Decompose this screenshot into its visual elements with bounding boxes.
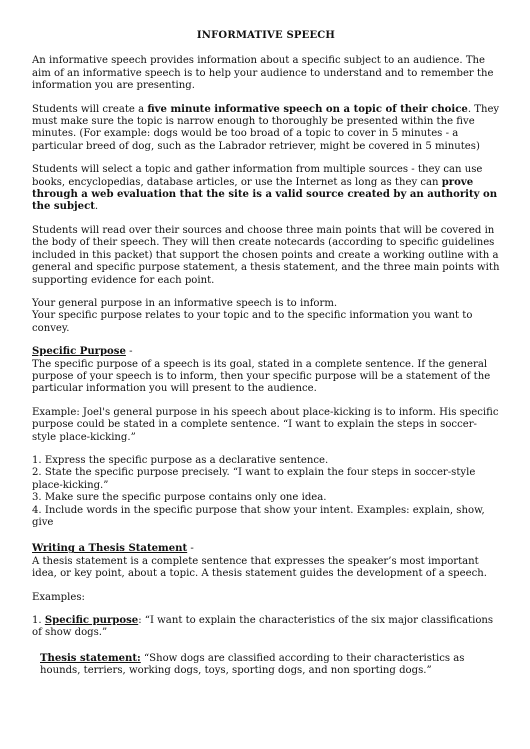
list-item: 4. Include words in the specific purpose that show your intent. Examples: explain, show, give (32, 504, 485, 528)
intro-paragraph: An informative speech provides information about a specific subject to an audience. The aim of an informative speech is to help your audience to understand and to remember the information you are presenting. (32, 55, 494, 92)
sources-pre: Students will select a topic and gather information from multiple sources - they can use books, encyclopedias, database articles, or use the Internet as long as they can (32, 164, 483, 188)
sources-paragraph (32, 164, 500, 214)
page-title: INFORMATIVE SPEECH (196, 30, 336, 41)
sources-post: . (94, 201, 99, 213)
thesis-section (32, 543, 500, 580)
example-thesis-label: Thesis statement: (40, 652, 141, 664)
example-number: 1. (32, 615, 45, 627)
list-item: 3. Make sure the specific purpose contains only one idea. (32, 492, 327, 504)
purpose-paragraph (32, 298, 500, 335)
specific-purpose-heading: Specific Purpose (32, 346, 126, 358)
example-thesis-statement (32, 653, 500, 678)
specific-purpose-section (32, 346, 500, 396)
assignment-post: . They must make sure the topic is narrow enough to thoroughly be presented within the five minutes. (For example: dogs would be too broad of a topic to cover in 5 minutes - a particular breed of dog, such as the Labrador retriever, might be covered in 5 minutes) (32, 103, 500, 152)
assignment-pre: Students will create a (32, 103, 148, 115)
general-purpose-line: Your general purpose in an informative speech is to inform. (32, 297, 338, 309)
specific-purpose-example: Example: Joel's general purpose in his speech about place-kicking is to inform. His specific purpose could be stated in a complete sentence. “I want to explain the steps in soccer-style place-kicking.” (32, 406, 499, 443)
specific-purpose-body: The specific purpose of a speech is its goal, stated in a complete sentence. If the general purpose of your speech is to inform, then your specific purpose will be a statement of the particular information you will present to the audience. (32, 358, 491, 395)
assignment-bold: five minute informative speech on a topic of their choice (147, 103, 468, 115)
thesis-body: A thesis statement is a complete sentence that expresses the speaker’s most important idea, or key point, about a topic. A thesis statement guides the development of a speech. (32, 555, 487, 580)
example-specific-purpose-label: Specific purpose (44, 615, 139, 627)
specific-purpose-line: Your specific purpose relates to your topic and to the specific information you want to convey. (32, 310, 473, 334)
thesis-dash: - (187, 543, 194, 555)
list-item: 2. State the specific purpose precisely. “I want to explain the four steps in soccer-style place-kicking.” (32, 467, 476, 491)
example-thesis-text: “Show dogs are classified according to their characteristics as hounds, terriers, working dogs, toys, sporting dogs, and non sporting dogs.” (40, 652, 465, 677)
specific-purpose-steps (32, 455, 500, 529)
sources-bold: prove through a web evaluation that the site is a valid source created by an authority on the subject (32, 176, 498, 213)
examples-label: Examples: (32, 591, 85, 603)
assignment-paragraph (32, 104, 500, 154)
specific-purpose-dash: - (125, 346, 133, 358)
thesis-heading: Writing a Thesis Statement (32, 543, 188, 555)
example-specific-purpose-text: : “I want to explain the characteristics of the six major classifications of show dogs.” (32, 615, 494, 639)
list-item: 1. Express the specific purpose as a declarative sentence. (32, 454, 329, 466)
main-points-paragraph: Students will read over their sources and choose three main points that will be covered in the body of their speech. They will then create notecards (according to specific guidelines included in this packet) that support the chosen points and create a working outline with a general and specific purpose statement, a thesis statement, and the three main points with supporting evidence for each point. (32, 224, 500, 286)
example-specific-purpose (32, 615, 500, 640)
